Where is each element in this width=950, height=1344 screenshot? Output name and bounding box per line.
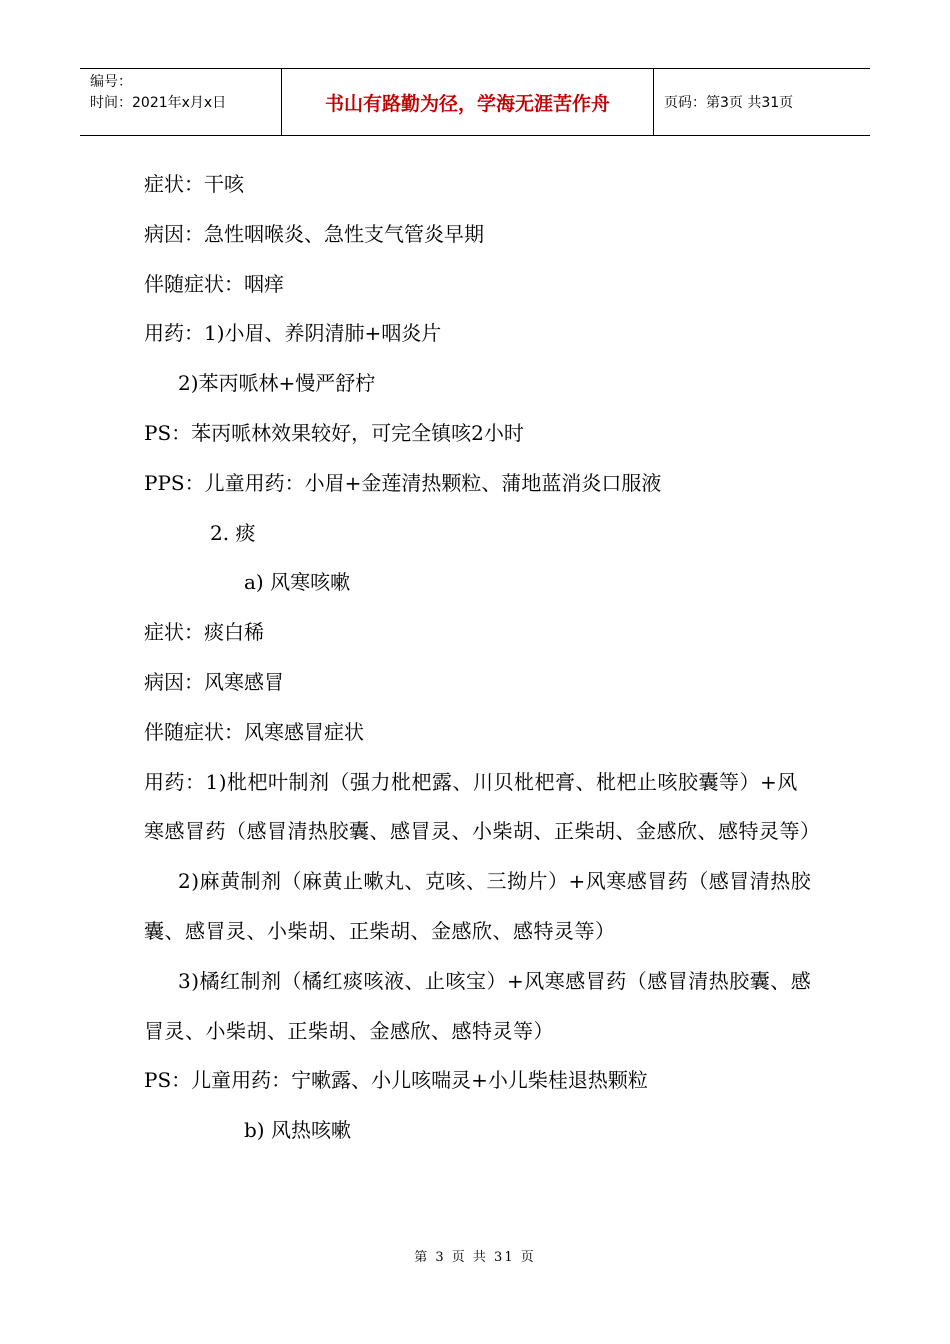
note-line: PS：儿童用药：宁嗽露、小儿咳喘灵+小儿柴桂退热颗粒: [144, 1068, 648, 1093]
symptom-line: 症状：痰白稀: [144, 620, 264, 645]
note-line: PPS：儿童用药：小眉+金莲清热颗粒、蒲地蓝消炎口服液: [144, 470, 662, 495]
note-line: PS：苯丙哌林效果较好，可完全镇咳2小时: [144, 420, 524, 445]
medication-line: 用药：1)小眉、养阴清肺+咽炎片: [144, 321, 442, 346]
medication-paragraph: 用药：1)枇杷叶制剂（强力枇杷露、川贝枇杷膏、枇杷止咳胶囊等）+风寒感冒药（感冒清热胶囊、感冒灵、小柴胡、正柴胡、金感欣、感特灵等）: [144, 769, 821, 844]
accompanying-symptom-line: 伴随症状：咽痒: [144, 271, 284, 296]
section-heading: 2. 痰: [210, 520, 256, 545]
medication-item: 2)苯丙哌林+慢严舒柠: [178, 371, 376, 396]
cause-line: 病因：风寒感冒: [144, 669, 284, 694]
header-meta: [80, 69, 282, 135]
cause-line: 病因：急性咽喉炎、急性支气管炎早期: [144, 221, 484, 246]
symptom-line: 症状：干咳: [144, 172, 244, 196]
subsection-heading: a) 风寒咳嗽: [244, 570, 351, 595]
document-body: [144, 160, 821, 1156]
document-number-label: 编号：: [90, 74, 132, 90]
subsection-heading: b) 风热咳嗽: [244, 1118, 351, 1143]
medication-paragraph: 3)橘红制剂（橘红痰咳液、止咳宝）+风寒感冒药（感冒清热胶囊、感冒灵、小柴胡、正柴胡、金感欣、感特灵等）: [144, 968, 812, 1043]
header-page-info: 页码：第3页 共31页: [664, 95, 794, 111]
header-motto: 书山有路勤为径，学海无涯苦作舟: [282, 69, 654, 135]
page-footer: 第 3 页 共 31 页: [414, 1250, 536, 1265]
document-date: 时间：2021年x月x日: [90, 95, 227, 111]
accompanying-symptom-line: 伴随症状：风寒感冒症状: [144, 719, 364, 744]
medication-paragraph: 2)麻黄制剂（麻黄止嗽丸、克咳、三拗片）+风寒感冒药（感冒清热胶囊、感冒灵、小柴胡、正柴胡、金感欣、感特灵等）: [144, 869, 812, 943]
page-header: [80, 68, 870, 136]
